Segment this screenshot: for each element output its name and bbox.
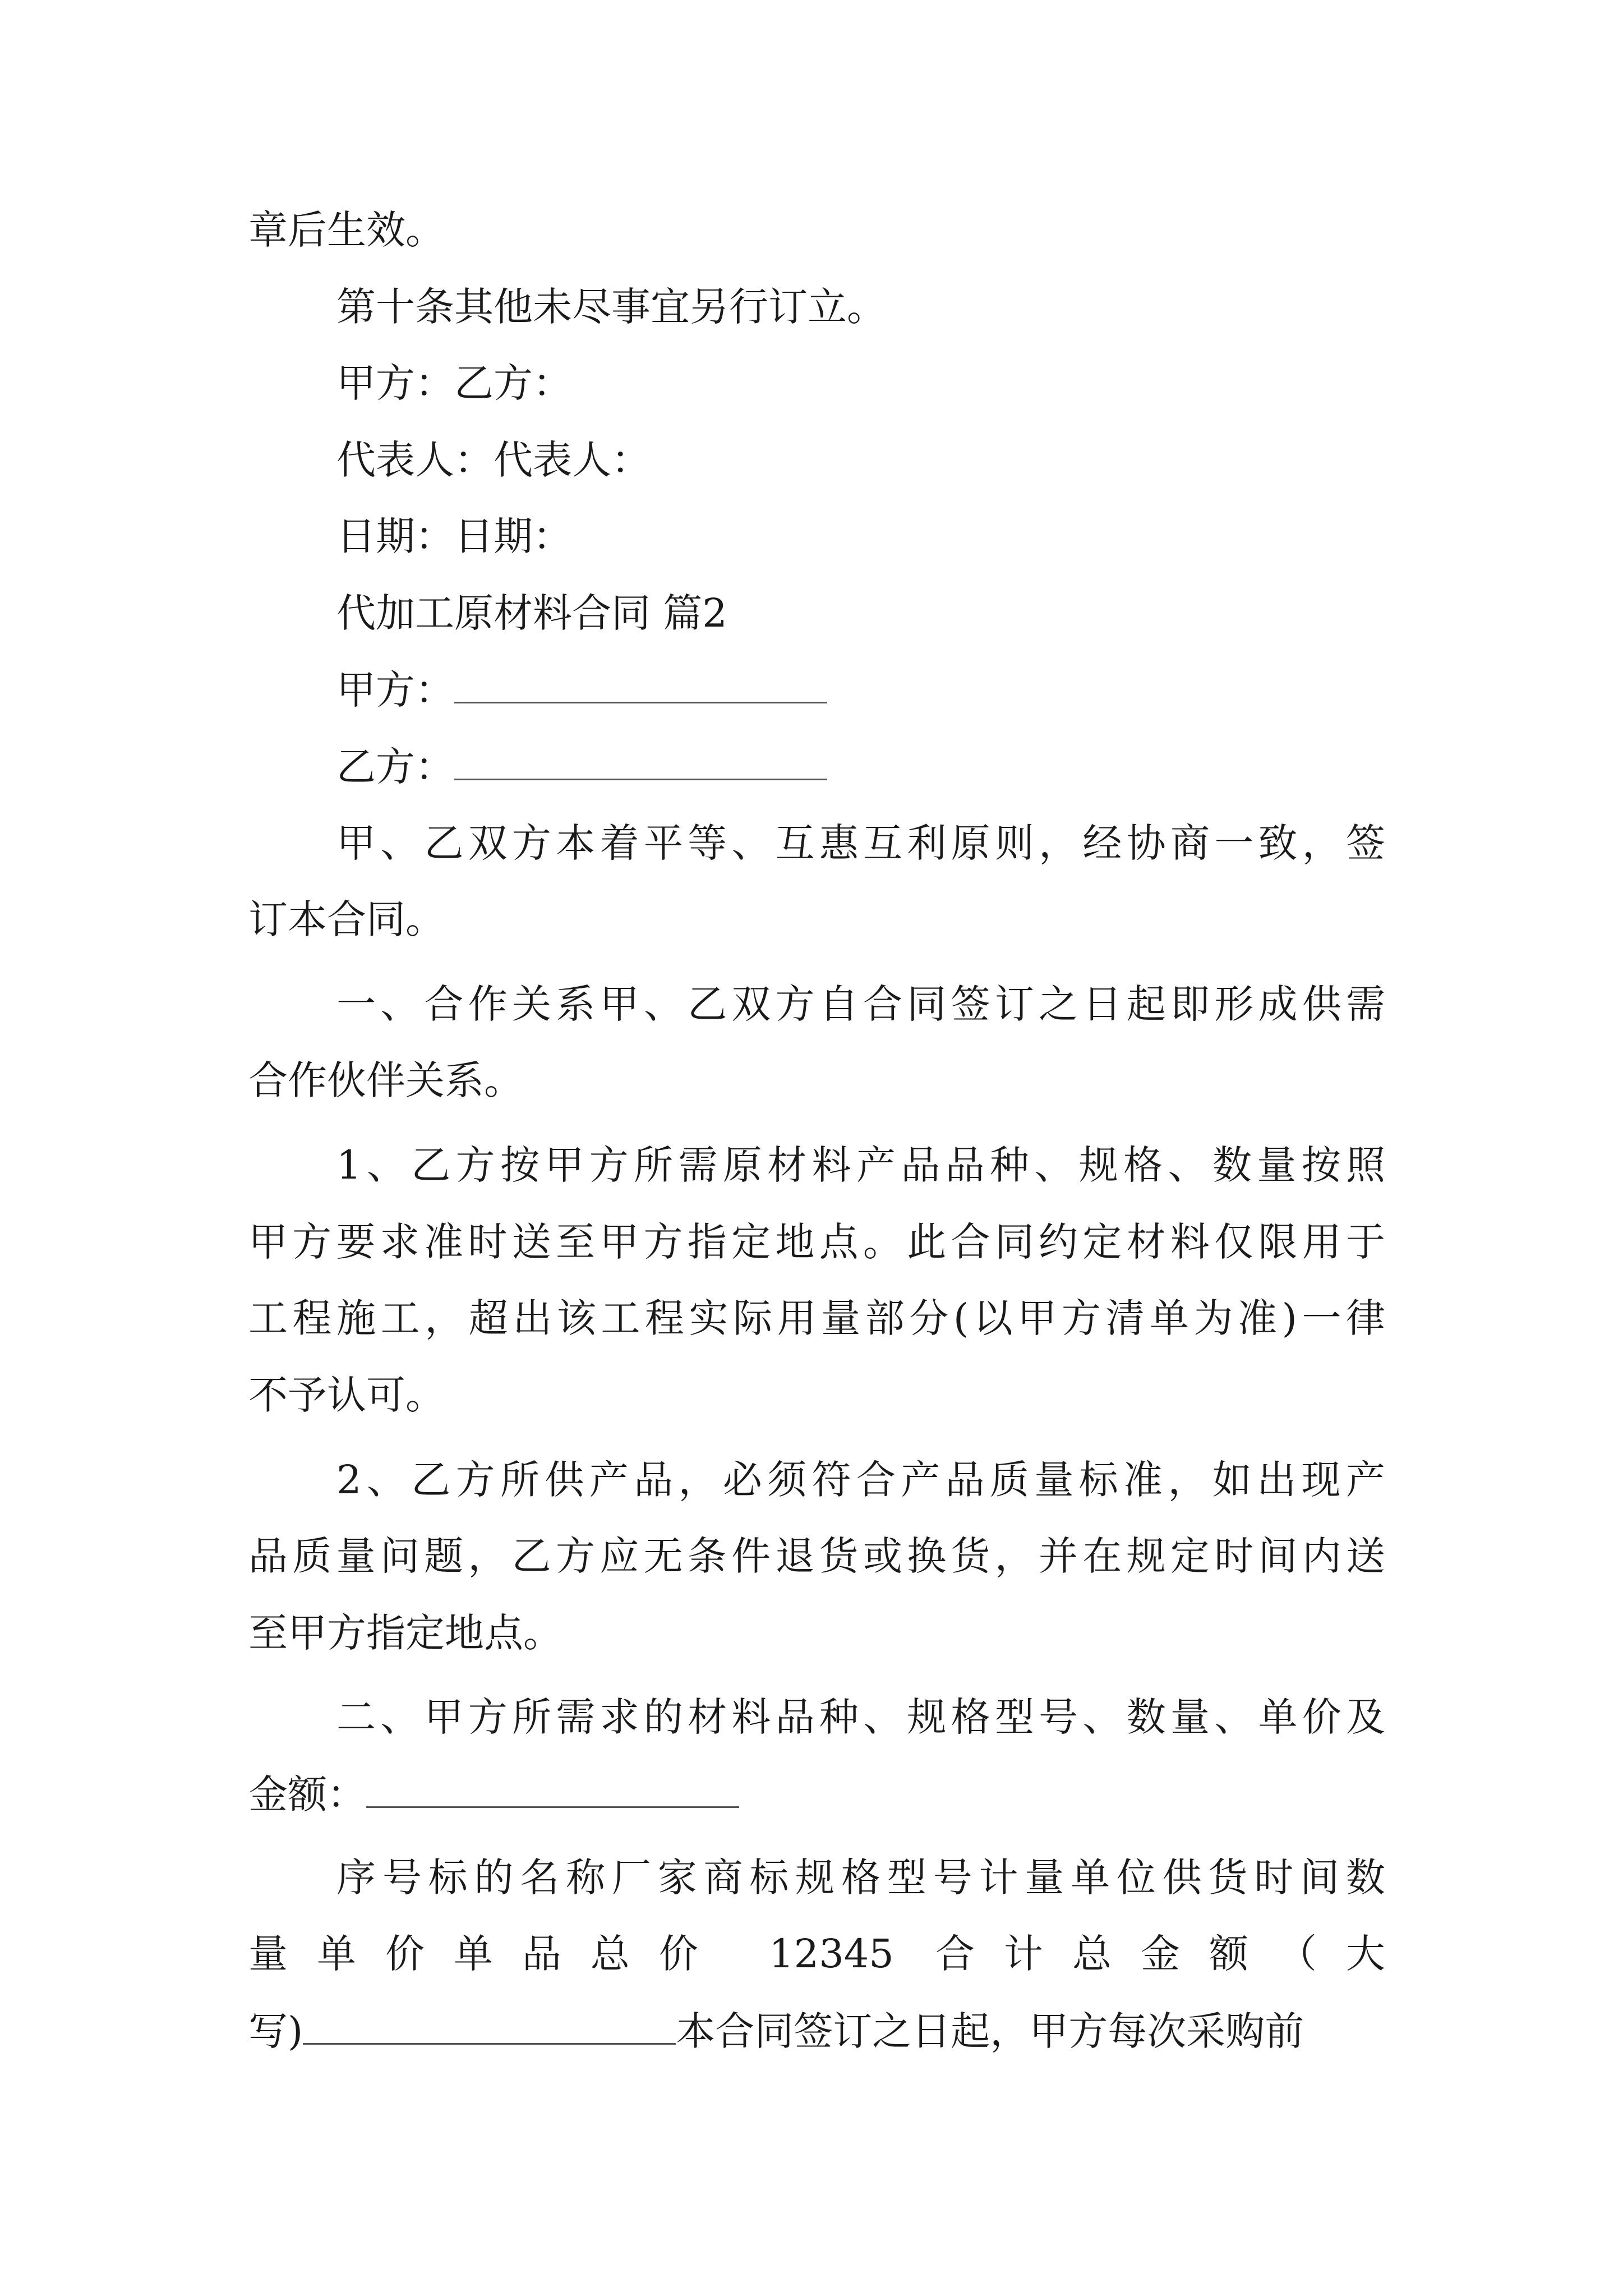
text-line: 订本合同。	[248, 896, 445, 942]
heading-line: 代加工原材料合同 篇2	[336, 590, 727, 636]
text-line: 量单价单品总价 12345 合计总金额（大	[248, 1931, 1385, 1977]
total-uppercase-blank	[303, 2003, 676, 2045]
text-line: 不予认可。	[248, 1372, 445, 1418]
amount-blank	[366, 1766, 739, 1808]
party-a-line	[0, 661, 1623, 717]
amount-label: 金额：	[248, 1772, 366, 1818]
text-fragment: 写)	[248, 2008, 303, 2054]
text-line: 甲、乙双方本着平等、互惠互利原则，经协商一致，签	[336, 820, 1385, 866]
text-line: 日期：日期：	[336, 513, 572, 559]
text-line: 至甲方指定地点。	[248, 1610, 562, 1656]
text-line: 一、合作关系甲、乙双方自合同签订之日起即形成供需	[336, 981, 1385, 1027]
text-line: 代表人：代表人：	[336, 437, 651, 483]
text-line: 序号标的名称厂家商标规格型号计量单位供货时间数	[336, 1855, 1385, 1901]
text-line: 甲方：乙方：	[336, 360, 572, 406]
party-a-blank	[454, 661, 827, 703]
party-b-label: 乙方：	[336, 744, 454, 790]
text-fragment: 本合同签订之日起，甲方每次采购前	[676, 2008, 1304, 2054]
text-line: 2、乙方所供产品，必须符合产品质量标准，如出现产	[336, 1457, 1385, 1503]
party-b-line	[0, 738, 1623, 794]
text-line: 二、甲方所需求的材料品种、规格型号、数量、单价及	[336, 1694, 1385, 1740]
total-uppercase-line	[0, 2003, 1623, 2059]
text-line: 工程施工，超出该工程实际用量部分(以甲方清单为准)一律	[248, 1295, 1385, 1341]
text-line: 合作伙伴关系。	[248, 1057, 523, 1103]
text-line: 第十条其他未尽事宜另行订立。	[336, 284, 886, 330]
text-line: 品质量问题，乙方应无条件退货或换货，并在规定时间内送	[248, 1533, 1385, 1579]
party-a-label: 甲方：	[336, 667, 454, 713]
party-b-blank	[454, 738, 827, 780]
text-line: 1、乙方按甲方所需原材料产品品种、规格、数量按照	[336, 1142, 1385, 1188]
text-line: 甲方要求准时送至甲方指定地点。此合同约定材料仅限用于	[248, 1219, 1385, 1265]
text-line: 章后生效。	[248, 207, 445, 253]
amount-line	[0, 1766, 1623, 1822]
